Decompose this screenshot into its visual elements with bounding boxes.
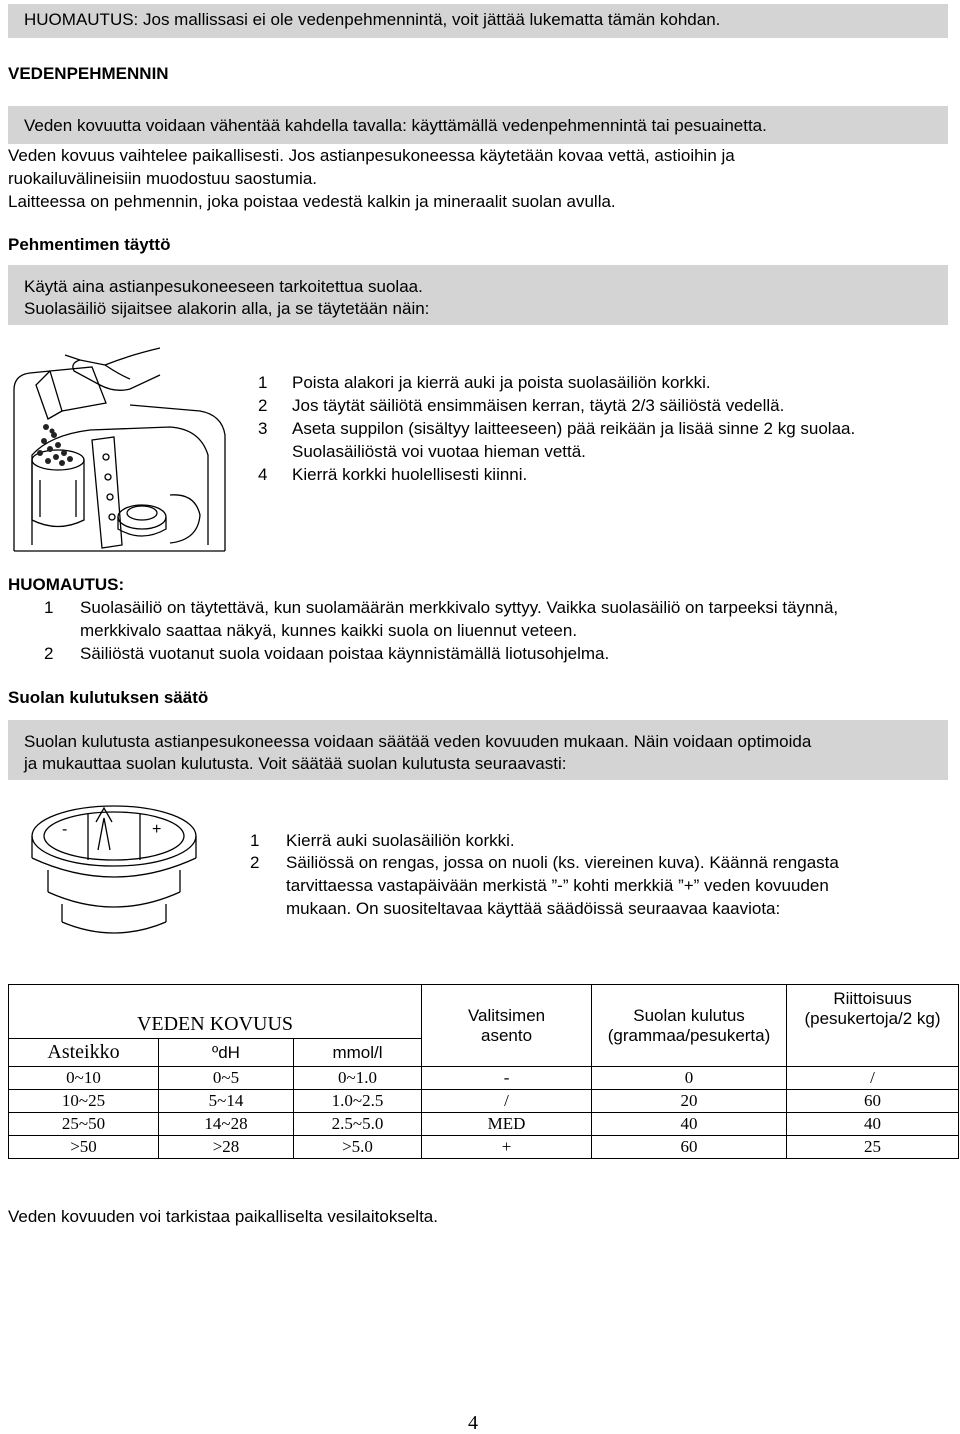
dial-plus-mark: +: [152, 821, 162, 838]
adjust-step-1: 1 Kierrä auki suolasäiliön korkki.: [250, 831, 515, 850]
filling-heading: Pehmentimen täyttö: [8, 235, 171, 254]
table-cell: >50: [9, 1136, 159, 1159]
filling-step-2: 2 Jos täytät säiliötä ensimmäisen kerran, täytä 2/3 säiliöstä vedellä.: [258, 396, 785, 415]
consumption-header-cell: [592, 985, 787, 1067]
mmol-header: mmol/l: [294, 1039, 422, 1067]
salt-filling-illustration: [10, 345, 235, 557]
table-cell: >28: [159, 1136, 294, 1159]
table-row: [9, 1113, 959, 1136]
filling-box-line-2: Suolasäiliö sijaitsee alakorin alla, ja se täytetään näin:: [24, 299, 430, 318]
adjust-box-line-1: Suolan kulutusta astianpesukoneessa voidaan säätää veden kovuuden mukaan. Näin voidaan optimoida: [24, 732, 812, 751]
table-cell: MED: [422, 1113, 592, 1136]
softener-line-1: Veden kovuus vaihtelee paikallisesti. Jos astianpesukoneessa käytetään kovaa vettä, astioihin ja: [8, 146, 735, 165]
table-cell: 0~10: [9, 1067, 159, 1090]
table-cell: >5.0: [294, 1136, 422, 1159]
scale-header: Asteikko: [9, 1039, 159, 1067]
table-cell: 5~14: [159, 1090, 294, 1113]
sufficiency-header-cell: [787, 985, 959, 1067]
notice2-item-1: 1 Suolasäiliö on täytettävä, kun suolamäärän merkkivalo syttyy. Vaikka suolasäiliö on tarpeeksi täynnä,: [44, 598, 839, 617]
setting-header-l2: asento: [481, 1025, 533, 1045]
table-cell: 0~1.0: [294, 1067, 422, 1090]
adjust-step-2-cont-1: tarvittaessa vastapäivään merkistä ”-” kohti merkkiä ”+” veden kovuuden: [286, 876, 829, 895]
table-cell: 10~25: [9, 1090, 159, 1113]
adjust-step-2: 2 Säiliössä on rengas, jossa on nuoli (ks. viereinen kuva). Käännä rengasta: [250, 853, 839, 872]
table-cell: 20: [592, 1090, 787, 1113]
sufficiency-header-l1: Riittoisuus: [833, 989, 912, 1008]
table-cell: 2.5~5.0: [294, 1113, 422, 1136]
consumption-header-l1: Suolan kulutus: [633, 1005, 745, 1025]
table-header-row-1: [9, 985, 959, 1039]
table-cell: 60: [787, 1090, 959, 1113]
table-cell: 0~5: [159, 1067, 294, 1090]
table-row: [9, 1136, 959, 1159]
table-cell: /: [422, 1090, 592, 1113]
table-cell: /: [787, 1067, 959, 1090]
table-cell: 25~50: [9, 1113, 159, 1136]
table-row: [9, 1090, 959, 1113]
table-cell: +: [422, 1136, 592, 1159]
water-hardness-table: [8, 984, 959, 1159]
table-cell: 1.0~2.5: [294, 1090, 422, 1113]
notice2-item-2: 2 Säiliöstä vuotanut suola voidaan poistaa käynnistämällä liotusohjelma.: [44, 644, 610, 663]
table-cell: 40: [787, 1113, 959, 1136]
table-cell: 40: [592, 1113, 787, 1136]
table-cell: 25: [787, 1136, 959, 1159]
table-cell: -: [422, 1067, 592, 1090]
table-cell: 14~28: [159, 1113, 294, 1136]
filling-box-line-1: Käytä aina astianpesukoneeseen tarkoitettua suolaa.: [24, 277, 423, 296]
dial-minus-mark: -: [62, 821, 68, 838]
notice2-heading: HUOMAUTUS:: [8, 575, 125, 594]
adjust-heading: Suolan kulutuksen säätö: [8, 688, 209, 707]
softener-line-2: ruokailuvälineisiin muodostuu saostumia.: [8, 169, 317, 188]
table-row: [9, 1067, 959, 1090]
sufficiency-header-l2: (pesukertoja/2 kg): [804, 1009, 941, 1028]
footer-note: Veden kovuuden voi tarkistaa paikalliselta vesilaitokselta.: [8, 1207, 438, 1226]
table-cell: 60: [592, 1136, 787, 1159]
dh-header: ºdH: [159, 1039, 294, 1067]
adjust-step-2-cont-2: mukaan. On suositeltavaa käyttää säädöissä seuraavaa kaaviota:: [286, 899, 781, 918]
consumption-header-l2: (grammaa/pesukerta): [607, 1025, 771, 1045]
hardness-header-cell: [9, 985, 422, 1039]
hardness-header: VEDEN KOVUUS: [136, 1013, 294, 1035]
table-cell: 0: [592, 1067, 787, 1090]
softener-intro: Veden kovuutta voidaan vähentää kahdella tavalla: käyttämällä vedenpehmennintä tai pesuainetta.: [24, 116, 767, 135]
filling-step-4: 4 Kierrä korkki huolellisesti kiinni.: [258, 465, 528, 484]
page-number: 4: [468, 1412, 478, 1434]
setting-header-l1: Valitsimen: [467, 1005, 546, 1025]
setting-header-cell: [422, 985, 592, 1067]
filling-step-3: 3 Aseta suppilon (sisältyy laitteeseen) pää reikään ja lisää sinne 2 kg suolaa.: [258, 419, 856, 438]
softener-heading: VEDENPEHMENNIN: [8, 64, 169, 83]
softener-line-3: Laitteessa on pehmennin, joka poistaa vedestä kalkin ja mineraalit suolan avulla.: [8, 192, 616, 211]
filling-step-1: 1 Poista alakori ja kierrä auki ja poista suolasäiliön korkki.: [258, 373, 711, 392]
notice2-item-1-cont: merkkivalo saattaa näkyä, kunnes kaikki suola on liuennut veteen.: [80, 621, 578, 640]
adjust-box-line-2: ja mukauttaa suolan kulutusta. Voit säätää suolan kulutusta seuraavasti:: [24, 754, 567, 773]
filling-step-3-cont: Suolasäiliöstä voi vuotaa hieman vettä.: [292, 442, 586, 461]
salt-dial-illustration: [28, 800, 200, 950]
notice-top: HUOMAUTUS: Jos mallissasi ei ole vedenpehmennintä, voit jättää lukematta tämän kohdan.: [24, 10, 721, 29]
